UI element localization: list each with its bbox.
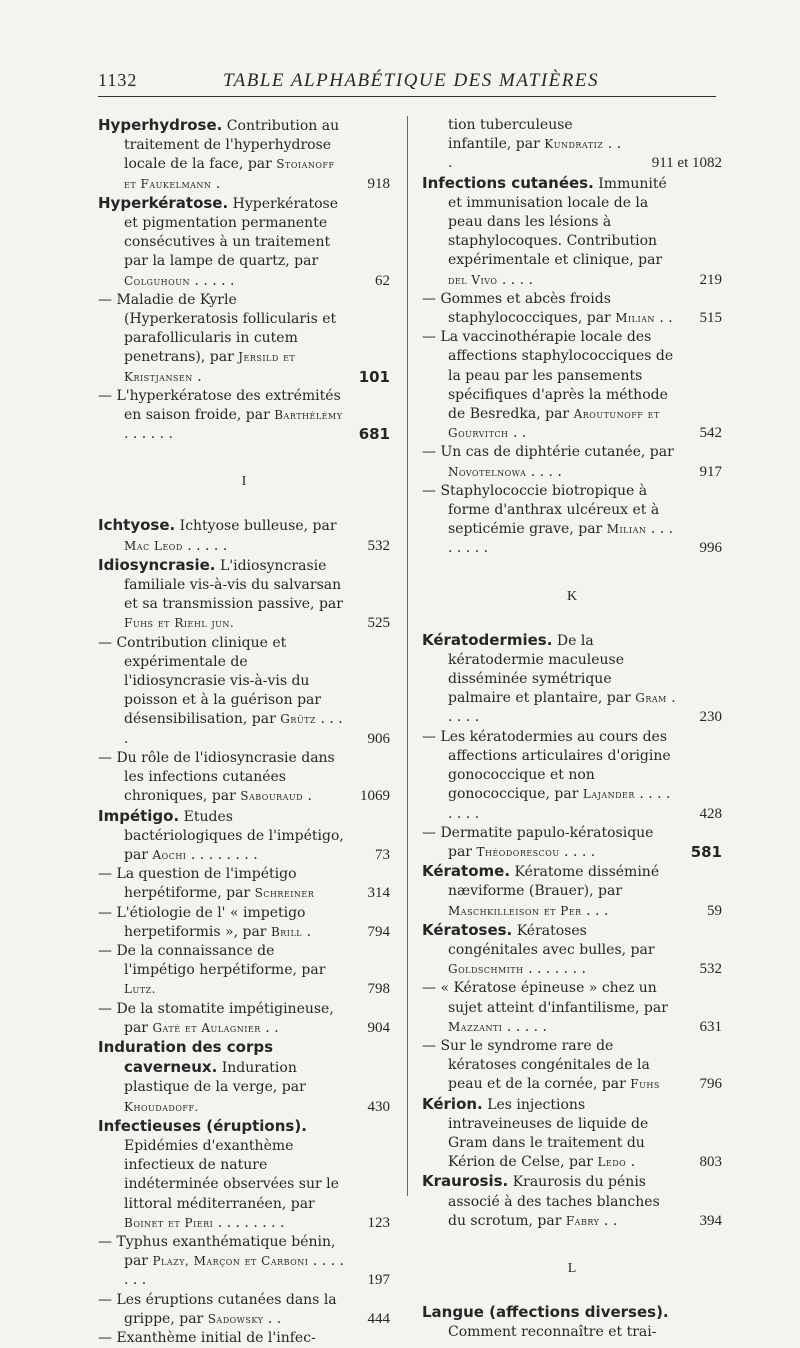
entry-page-number: 428 (699, 805, 722, 822)
entry-page-number: 542 (699, 425, 722, 442)
index-entry (98, 865, 390, 903)
index-entry (422, 979, 722, 1037)
left-column (98, 116, 390, 1348)
entry-heading: Kraurosis. (422, 1172, 509, 1191)
entry-text: — L'hyperkératose des extrémités en saison froide, par (98, 387, 341, 424)
entry-text: — Les kératodermies au cours des affections articulaires d'origine gonococcique et non gonococcique, par (422, 728, 671, 803)
entry-leader: . . (267, 1310, 282, 1327)
entry-page-number: 917 (699, 463, 722, 480)
entry-leader: . . . . (530, 463, 562, 480)
entry-text: — Typhus exanthématique bénin, par (98, 1233, 336, 1270)
index-entry (98, 1117, 390, 1233)
entry-leader: . . . . . (194, 272, 235, 289)
index-entry (422, 631, 722, 728)
entry-page-number: 73 (375, 846, 390, 863)
index-entry (98, 387, 390, 445)
entry-text: Kraurosis du pénis associé à des taches blanches du scrotum, par (448, 1174, 660, 1229)
index-entry (422, 443, 722, 481)
entry-page-number: 515 (699, 310, 722, 327)
entry-leader: . . . . (564, 843, 596, 860)
index-entry (422, 174, 722, 290)
index-entry (422, 1303, 722, 1342)
entry-page-number: 101 (358, 367, 390, 386)
entry-heading: Ichtyose. (98, 516, 176, 535)
entry-page-number: 996 (699, 540, 722, 557)
entry-leader: . . . . . . . . (217, 1214, 285, 1231)
entry-text: Contribution au traitement de l'hyperhydrose locale de la face, par (124, 118, 340, 173)
entry-authors: Aroutunoff et Gourvitch (448, 407, 660, 441)
entry-text: — L'étiologie de l' « impetigo herpetiformis », par (98, 904, 306, 940)
entry-page-number: 219 (699, 271, 722, 288)
entry-authors: Goldschmith (448, 962, 524, 977)
entry-authors: Lajander (582, 787, 635, 802)
entry-authors: Ledo (597, 1155, 627, 1170)
entry-heading: Hyperkératose. (98, 193, 229, 212)
section-letter: L (567, 1260, 577, 1276)
index-entry (98, 634, 390, 749)
entry-page-number: 59 (707, 902, 722, 919)
entry-leader: . . . . (501, 271, 534, 288)
entry-leader: . . . . . (448, 690, 676, 726)
entry-text: Immunité et immunisation locale de la peau dans les lésions à staphylocoques. Contribution expérimentale et clinique, par (448, 175, 667, 269)
entry-authors: Lutz. (124, 982, 156, 997)
entry-page-number: 394 (699, 1212, 722, 1229)
entry-authors: Jersild et Kristjansen (124, 350, 296, 384)
entry-authors: Théodorescou (476, 844, 560, 859)
page-number: 1132 (98, 70, 138, 90)
entry-text: — Du rôle de l'idiosyncrasie dans les infections cutanées chroniques, par (98, 749, 335, 805)
entry-leader: . . (512, 425, 527, 442)
index-entry (98, 1233, 390, 1291)
entry-page-number: 803 (699, 1154, 722, 1171)
entry-text: — « Kératose épineuse » chez un sujet atteint d'infantilisme, par (422, 980, 668, 1016)
entry-authors: Boinet et Pieri (124, 1215, 214, 1230)
entry-leader: . . (603, 1212, 618, 1229)
entry-text: — Contribution clinique et expérimentale de l'idiosyncrasie vis-à-vis du poisson et à la guérison par désensibilisation, par (98, 634, 322, 728)
entry-text: — Les éruptions cutanées dans la grippe, par (98, 1291, 337, 1327)
entry-leader: . . (265, 1019, 279, 1036)
entry-authors: Mac Leod (124, 538, 183, 553)
entry-leader: . . . . . . . (528, 961, 586, 978)
entry-heading: Infections cutanées. (422, 173, 594, 192)
entry-heading: Idiosyncrasie. (98, 555, 216, 574)
entry-text: — Gommes et abcès froids staphylococciques, par (422, 290, 611, 327)
running-title: TABLE ALPHABÉTIQUE DES MATIÈRES (223, 70, 599, 91)
entry-leader: . . . . . . (124, 426, 173, 443)
entry-page-number: 794 (367, 923, 390, 940)
entry-authors: Colguhoun (124, 273, 190, 288)
entry-page-number: 197 (367, 1272, 390, 1289)
entry-page-number: 918 (367, 175, 390, 192)
index-entry (98, 556, 390, 634)
entry-heading: Kératoses. (422, 920, 513, 939)
entry-text: Kératome disséminé næviforme (Brauer), par (448, 864, 660, 900)
entry-text: — Sur le syndrome rare de kératoses congénitales de la peau et de la cornée, par (422, 1037, 650, 1093)
entry-page-number: 581 (690, 842, 722, 861)
entry-authors: Kundratiz (544, 137, 604, 152)
entry-page-number: 681 (358, 425, 390, 444)
entry-authors: Aochi (152, 847, 187, 862)
index-entry (98, 1291, 390, 1329)
entry-authors: Sadowsky (207, 1311, 264, 1326)
entry-authors: Sabouraud (240, 789, 304, 804)
section-letter: K (566, 588, 578, 604)
index-entry (422, 1095, 722, 1173)
entry-page-number: 123 (367, 1214, 390, 1231)
entry-page-number: 525 (367, 615, 390, 632)
entry-leader: . (307, 788, 312, 805)
entry-authors: Maschkilleison et Per (448, 903, 582, 918)
entry-text: Comment reconnaître et trai- (448, 1324, 657, 1341)
entry-text: Etudes bactériologiques de l'impétigo, par (124, 808, 344, 863)
entry-authors: Grütz (280, 712, 316, 727)
entry-page-number: 798 (367, 981, 390, 998)
index-entry (98, 1000, 390, 1038)
entry-text: Les injections intraveineuses de liquide de Gram dans le traitement du Kérion de Celse, par (448, 1096, 649, 1171)
entry-page-number: 430 (367, 1098, 390, 1115)
entry-page-number: 911 et 1082 (651, 155, 722, 172)
entry-heading: Kératome. (422, 862, 511, 881)
entry-page-number: 631 (699, 1018, 722, 1035)
entry-leader: . (215, 175, 221, 192)
entry-text: De la kératodermie maculeuse disséminée symétrique palmaire et plantaire, par (448, 632, 631, 707)
entry-page-number: 314 (367, 885, 390, 902)
entry-text: — Un cas de diphtérie cutanée, par (422, 444, 674, 461)
entry-text: Hyperkératose et pigmentation permanente consécutives à un traitement par la lampe de quartz, par (124, 195, 339, 270)
index-entry (98, 291, 390, 387)
entry-authors: Khoudadoff. (124, 1099, 199, 1114)
entry-leader: . (197, 368, 202, 385)
entry-text: Induration plastique de la verge, par (124, 1060, 306, 1096)
entry-leader: . . . . (124, 711, 343, 747)
entry-heading: Kérion. (422, 1094, 483, 1113)
entry-page-number: 444 (367, 1310, 390, 1327)
entry-page-number: 532 (699, 961, 722, 978)
entry-leader: . . . . . . . . (448, 786, 671, 822)
entry-leader: . . . . . . . . (190, 846, 258, 863)
entry-text: — De la stomatite impétigineuse, par (98, 1000, 334, 1036)
entry-authors: Schreiner (254, 886, 315, 901)
entry-page-number: 62 (375, 272, 390, 289)
entry-leader: . . . . . . . . (448, 521, 674, 557)
entry-heading: Impétigo. (98, 806, 180, 825)
entry-authors: Stoianoff et Faukelmann (124, 157, 335, 191)
entry-authors: Mazzanti (448, 1019, 503, 1034)
entry-page-number: 796 (699, 1076, 722, 1093)
entry-text: — Exanthème initial de l'infec- (98, 1329, 316, 1346)
entry-authors: Gaté et Aulagnier (152, 1020, 261, 1035)
index-entry (422, 1172, 722, 1231)
entry-text: tion tuberculeuse infantile, par (448, 117, 573, 153)
entry-heading: Kératodermies. (422, 630, 553, 649)
entry-text: — Maladie de Kyrle (Hyperkeratosis follicularis et parafollicularis in cutem penetrans), par (98, 291, 337, 366)
entry-text: Ichtyose bulleuse, par (179, 518, 337, 535)
entry-page-number: 230 (699, 709, 722, 726)
entry-authors: Fuhs et Riehl jun. (124, 616, 235, 631)
entry-leader: . (306, 923, 312, 940)
entry-authors: Gram (635, 691, 667, 706)
index-entry (98, 194, 390, 291)
entry-heading: Langue (affections diverses). (422, 1302, 669, 1321)
entry-heading: Induration des corps caverneux. (98, 1037, 274, 1077)
entry-authors: Fabry (565, 1213, 600, 1228)
index-entry (98, 942, 390, 1000)
column-divider (407, 116, 408, 1196)
entry-text: L'idiosyncrasie familiale vis-à-vis du salvarsan et sa transmission passive, par (124, 557, 343, 613)
entry-text: — De la connaissance de l'impétigo herpétiforme, par (98, 942, 326, 979)
right-column (422, 116, 722, 1342)
entry-leader: . . . . . (506, 1018, 547, 1035)
index-entry (98, 516, 390, 555)
entry-text: — La question de l'impétigo herpétiforme, par (98, 866, 297, 902)
entry-leader: . . . . . . . (124, 1253, 345, 1289)
entry-text: Epidémies d'exanthème infectieux de nature indéterminée observées sur le littoral méditerranéen, par (124, 1137, 339, 1212)
section-letter: I (241, 474, 247, 490)
entry-heading: Infectieuses (éruptions). (98, 1116, 307, 1135)
index-entry (98, 116, 390, 194)
index-entry (98, 1329, 390, 1348)
entry-authors: Barthélémy (274, 408, 343, 423)
index-entry (422, 328, 722, 443)
entry-authors: Plazy, Marçon et Carboni (152, 1254, 309, 1269)
entry-page-number: 532 (367, 537, 390, 554)
entry-page-number: 1069 (360, 788, 390, 805)
entry-leader: . . . (448, 136, 622, 172)
index-entry (98, 749, 390, 807)
entry-text: — La vaccinothérapie locale des affections staphylococciques de la peau par les pansements spécifiques d'après la méthode de Besredka, par (422, 329, 674, 423)
entry-page-number: 904 (367, 1019, 390, 1036)
entry-heading: Hyperhydrose. (98, 116, 223, 134)
index-entry (422, 1037, 722, 1095)
index-entry (422, 482, 722, 559)
entry-text: — Dermatite papulo-kératosique par (422, 824, 654, 860)
entry-page-number: 906 (367, 730, 390, 747)
page-header (98, 66, 716, 97)
entry-authors: Milian (615, 311, 655, 326)
index-entry (422, 862, 722, 921)
entry-leader: . . (659, 310, 673, 327)
entry-authors: Novotelnowa (448, 464, 527, 479)
index-entry (422, 921, 722, 980)
entry-leader: . . . (586, 902, 609, 919)
entry-authors: Fuhs (630, 1077, 660, 1092)
index-entry (98, 904, 390, 942)
entry-text: — Staphylococcie biotropique à forme d'anthrax ulcéreux et à septicémie grave, par (422, 482, 660, 538)
entry-authors: Brill (270, 924, 303, 939)
index-entry (98, 807, 390, 866)
entry-leader: . (630, 1154, 636, 1171)
index-entry (422, 728, 722, 824)
entry-authors: del Vivo (448, 272, 498, 287)
entry-text: Kératoses congénitales avec bulles, par (448, 922, 655, 958)
index-entry (422, 116, 722, 174)
index-entry (422, 290, 722, 328)
index-entry (98, 1038, 390, 1117)
entry-leader: . . . . . (187, 537, 228, 554)
entry-authors: Milian (606, 522, 647, 537)
index-entry (422, 824, 722, 862)
